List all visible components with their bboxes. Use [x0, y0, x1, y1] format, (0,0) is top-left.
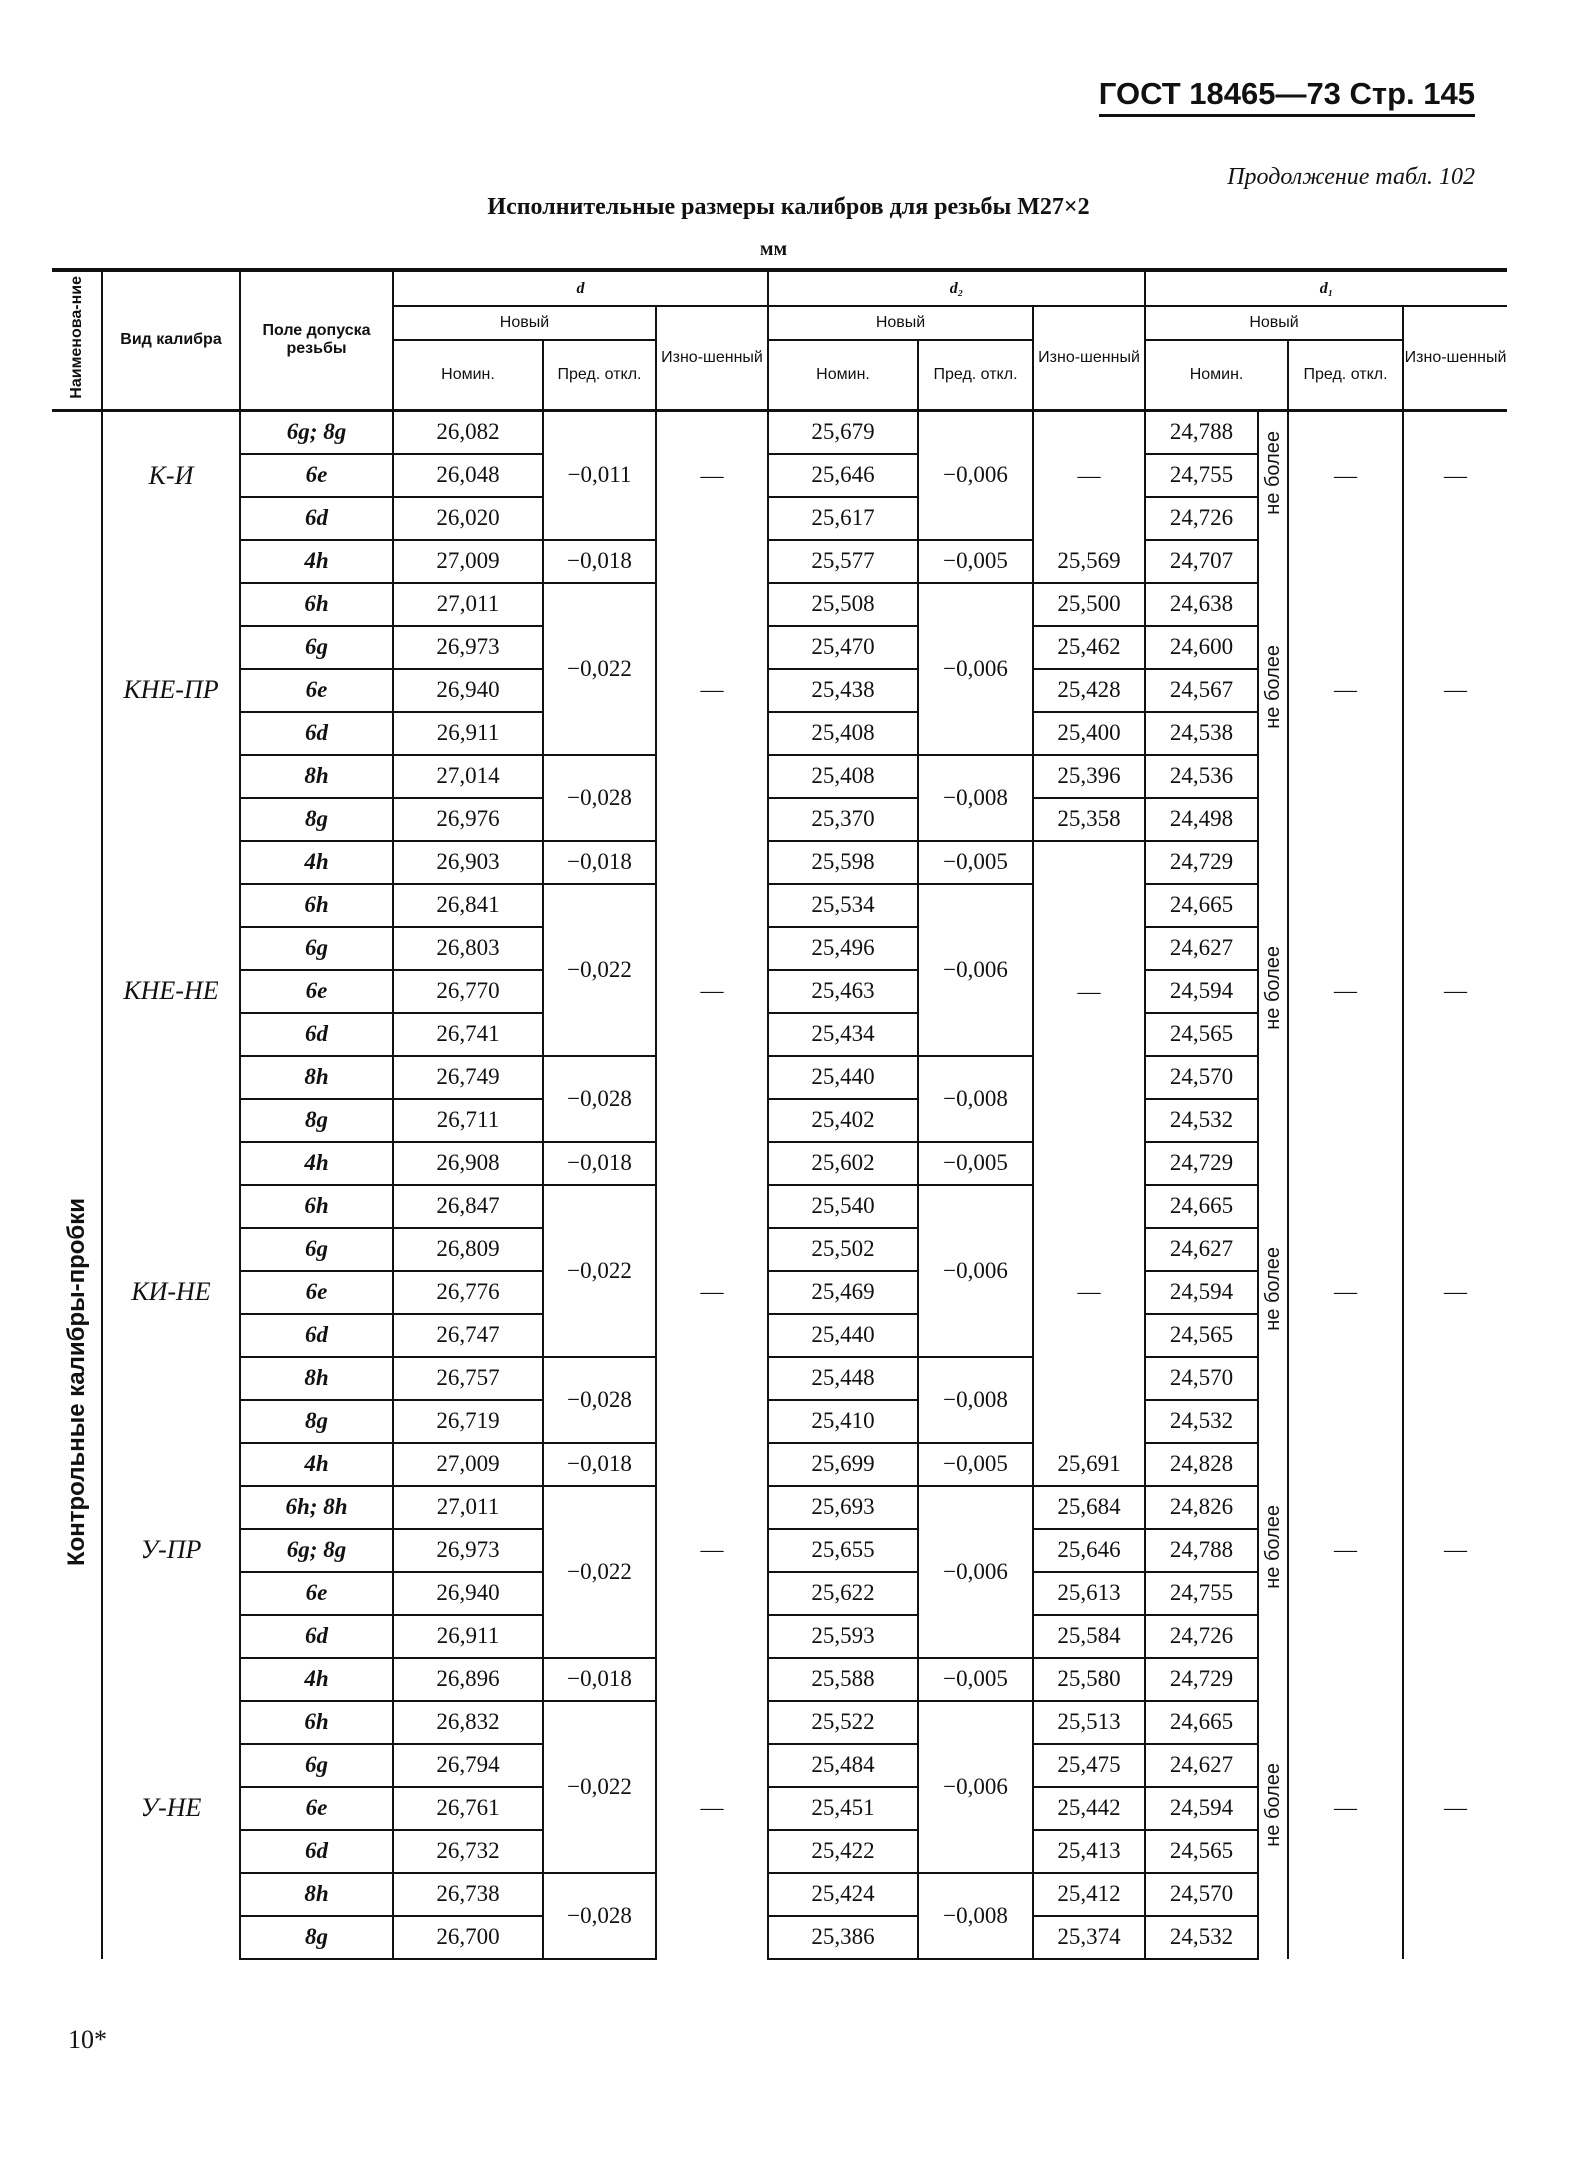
d1-nominal: 24,707	[1145, 540, 1258, 583]
d-nominal: 26,803	[393, 927, 543, 970]
d-worn: —	[656, 540, 768, 841]
d2-deviation: −0,008	[918, 755, 1033, 841]
d1-worn: —	[1444, 1279, 1468, 1304]
d2-nominal: 25,448	[768, 1357, 918, 1400]
d2-worn: 25,580	[1033, 1658, 1145, 1701]
footer-mark: 10*	[68, 2025, 107, 2054]
d-nominal: 26,841	[393, 884, 543, 927]
d-nominal: 26,911	[393, 1615, 543, 1658]
tolerance-field: 6d	[240, 1830, 393, 1873]
tolerance-field: 4h	[240, 1658, 393, 1701]
table-title: Исполнительные размеры калибров для резьбы М27×2	[487, 194, 1090, 220]
d2-nominal: 25,502	[768, 1228, 918, 1271]
d2-worn: 25,358	[1033, 798, 1145, 841]
d1-nominal: 24,755	[1145, 1572, 1258, 1615]
d-worn: —	[656, 1658, 768, 1959]
d-nominal: 26,847	[393, 1185, 543, 1228]
units-label: мм	[759, 238, 788, 260]
d2-nominal: 25,440	[768, 1314, 918, 1357]
tolerance-field: 6d	[240, 1615, 393, 1658]
tolerance-field: 6e	[240, 1572, 393, 1615]
d2-deviation: −0,008	[918, 1357, 1033, 1443]
d2-deviation: −0,006	[918, 884, 1033, 1056]
d-deviation: −0,028	[543, 1056, 656, 1142]
d1-nominal: 24,594	[1145, 970, 1258, 1013]
tolerance-field: 8h	[240, 1873, 393, 1916]
table-row	[52, 1443, 1507, 1486]
d-worn: —	[656, 1443, 768, 1658]
d1-deviation: —	[1288, 1142, 1403, 1443]
tolerance-field: 4h	[240, 540, 393, 583]
d1-nominal: 24,532	[1145, 1916, 1258, 1959]
d-nominal: 26,770	[393, 970, 543, 1013]
d2-nominal: 25,484	[768, 1744, 918, 1787]
header-d-nominal: Номин.	[393, 340, 543, 410]
d2-deviation: −0,005	[918, 1142, 1033, 1185]
d2-nominal: 25,496	[768, 927, 918, 970]
d1-nominal: 24,565	[1145, 1013, 1258, 1056]
d-nominal: 26,082	[393, 410, 543, 454]
d2-worn: —	[1033, 1142, 1145, 1443]
d-deviation: −0,018	[543, 1142, 656, 1185]
header-d: d	[393, 270, 768, 306]
d-nominal: 26,747	[393, 1314, 543, 1357]
d2-nominal: 25,679	[768, 410, 918, 454]
d-nominal: 26,738	[393, 1873, 543, 1916]
d-nominal: 26,711	[393, 1099, 543, 1142]
tolerance-field: 6d	[240, 497, 393, 540]
d1-nominal: 24,532	[1145, 1099, 1258, 1142]
tolerance-field: 6g; 8g	[240, 1529, 393, 1572]
d-nominal: 26,908	[393, 1142, 543, 1185]
d1-nominal: 24,594	[1145, 1787, 1258, 1830]
table-row	[52, 841, 1507, 884]
d2-nominal: 25,408	[768, 755, 918, 798]
d1-nominal: 24,532	[1145, 1400, 1258, 1443]
d1-worn: —	[1444, 462, 1468, 488]
tolerance-field: 6d	[240, 1314, 393, 1357]
header-d1-nominal: Номин.	[1145, 340, 1288, 410]
d2-nominal: 25,588	[768, 1658, 918, 1701]
d2-nominal: 25,522	[768, 1701, 918, 1744]
header-d2-nominal: Номин.	[768, 340, 918, 410]
d2-deviation: −0,008	[918, 1873, 1033, 1959]
page-header: ГОСТ 18465—73 Стр. 145	[1099, 76, 1475, 117]
gauge-dimensions-table	[52, 268, 1507, 1960]
d-deviation: −0,022	[543, 1701, 656, 1873]
not-more-label: не более	[1261, 946, 1284, 1030]
tolerance-field: 6g	[240, 1744, 393, 1787]
d2-nominal: 25,370	[768, 798, 918, 841]
side-label-cell	[52, 410, 102, 1959]
d2-nominal: 25,408	[768, 712, 918, 755]
d2-nominal: 25,540	[768, 1185, 918, 1228]
d-nominal: 26,809	[393, 1228, 543, 1271]
gauge-kind: КИ-НЕ	[102, 1142, 240, 1443]
d-nominal: 26,732	[393, 1830, 543, 1873]
d2-nominal: 25,593	[768, 1615, 918, 1658]
d1-nominal: 24,828	[1145, 1443, 1258, 1486]
d-deviation: −0,028	[543, 1357, 656, 1443]
d1-nominal: 24,665	[1145, 1185, 1258, 1228]
not-more-label-cell	[1258, 841, 1288, 1142]
header-name: Наименова-ние	[67, 276, 85, 400]
gauge-kind: У-НЕ	[102, 1658, 240, 1959]
d1-nominal: 24,826	[1145, 1486, 1258, 1529]
d1-worn: —	[1444, 978, 1468, 1003]
header-d2-worn: Изно-шенный	[1033, 306, 1145, 410]
d-nominal: 26,776	[393, 1271, 543, 1314]
d1-nominal: 24,536	[1145, 755, 1258, 798]
d1-nominal: 24,498	[1145, 798, 1258, 841]
d2-nominal: 25,440	[768, 1056, 918, 1099]
d-nominal: 26,757	[393, 1357, 543, 1400]
d2-worn: 25,513	[1033, 1701, 1145, 1744]
d2-deviation: −0,005	[918, 1658, 1033, 1701]
tolerance-field: 6e	[240, 970, 393, 1013]
d-worn: —	[656, 841, 768, 1142]
header-d-new: Новый	[393, 306, 656, 340]
tolerance-field: 8h	[240, 1357, 393, 1400]
d2-nominal: 25,577	[768, 540, 918, 583]
tolerance-field: 6h	[240, 583, 393, 626]
not-more-label-cell	[1258, 1658, 1288, 1959]
d2-worn: 25,442	[1033, 1787, 1145, 1830]
d1-nominal: 24,600	[1145, 626, 1258, 669]
not-more-label-cell	[1258, 1142, 1288, 1443]
tolerance-field: 6e	[240, 1787, 393, 1830]
table-row	[52, 410, 1507, 454]
d-nominal: 26,896	[393, 1658, 543, 1701]
tolerance-field: 8g	[240, 1916, 393, 1959]
d1-nominal: 24,594	[1145, 1271, 1258, 1314]
d-deviation: −0,011	[543, 410, 656, 540]
tolerance-field: 6e	[240, 1271, 393, 1314]
d-nominal: 26,020	[393, 497, 543, 540]
d-deviation: −0,018	[543, 841, 656, 884]
gauge-kind: КНЕ-ПР	[102, 540, 240, 841]
d-nominal: 26,749	[393, 1056, 543, 1099]
d2-worn: 25,584	[1033, 1615, 1145, 1658]
d2-worn: 25,613	[1033, 1572, 1145, 1615]
d1-nominal: 24,567	[1145, 669, 1258, 712]
d-nominal: 27,009	[393, 540, 543, 583]
continuation-note: Продолжение табл. 102	[1227, 164, 1475, 190]
header-d1: d₁	[1145, 270, 1507, 306]
d2-nominal: 25,410	[768, 1400, 918, 1443]
d2-deviation: −0,006	[918, 1701, 1033, 1873]
gauge-kind: У-ПР	[102, 1443, 240, 1658]
not-more-label-cell	[1258, 1443, 1288, 1658]
d2-deviation: −0,006	[918, 1486, 1033, 1658]
header-d2: d₂	[768, 270, 1145, 306]
tolerance-field: 6h	[240, 884, 393, 927]
d-nominal: 26,911	[393, 712, 543, 755]
table-row	[52, 1658, 1507, 1701]
header-d2-new: Новый	[768, 306, 1033, 340]
d1-nominal: 24,570	[1145, 1357, 1258, 1400]
d1-deviation: —	[1288, 1658, 1403, 1959]
d2-worn: 25,500	[1033, 583, 1145, 626]
not-more-label-cell	[1258, 410, 1288, 540]
not-more-label: не более	[1261, 1763, 1284, 1847]
d2-worn: —	[1033, 841, 1145, 1142]
d2-nominal: 25,508	[768, 583, 918, 626]
tolerance-field: 4h	[240, 1443, 393, 1486]
d-nominal: 26,973	[393, 1529, 543, 1572]
d2-nominal: 25,617	[768, 497, 918, 540]
table-row	[52, 1142, 1507, 1185]
d2-nominal: 25,655	[768, 1529, 918, 1572]
d2-nominal: 25,438	[768, 669, 918, 712]
tolerance-field: 6h	[240, 1701, 393, 1744]
gauge-kind: КНЕ-НЕ	[102, 841, 240, 1142]
d1-nominal: 24,565	[1145, 1830, 1258, 1873]
d2-nominal: 25,534	[768, 884, 918, 927]
not-more-label: не более	[1261, 1505, 1284, 1589]
d2-deviation: −0,006	[918, 583, 1033, 755]
d2-deviation: −0,005	[918, 1443, 1033, 1486]
d2-nominal: 25,463	[768, 970, 918, 1013]
d-nominal: 26,048	[393, 454, 543, 497]
d-nominal: 26,976	[393, 798, 543, 841]
tolerance-field: 6h; 8h	[240, 1486, 393, 1529]
header-d-deviation: Пред. откл.	[543, 340, 656, 410]
d-deviation: −0,028	[543, 1873, 656, 1959]
d-deviation: −0,018	[543, 1443, 656, 1486]
d2-deviation: −0,006	[918, 410, 1033, 540]
d1-nominal: 24,726	[1145, 497, 1258, 540]
gauge-kind: К-И	[102, 410, 240, 540]
d1-nominal: 24,788	[1145, 410, 1258, 454]
header-d2-deviation: Пред. откл.	[918, 340, 1033, 410]
d-worn: —	[656, 410, 768, 540]
d2-nominal: 25,693	[768, 1486, 918, 1529]
d1-nominal: 24,788	[1145, 1529, 1258, 1572]
d2-deviation: −0,005	[918, 540, 1033, 583]
d2-deviation: −0,008	[918, 1056, 1033, 1142]
tolerance-field: 6d	[240, 712, 393, 755]
d2-worn: 25,462	[1033, 626, 1145, 669]
d2-worn: 25,396	[1033, 755, 1145, 798]
d1-nominal: 24,665	[1145, 1701, 1258, 1744]
header-kind: Вид калибра	[102, 270, 240, 410]
d2-nominal: 25,434	[768, 1013, 918, 1056]
d2-worn: 25,569	[1033, 540, 1145, 583]
d2-nominal: 25,424	[768, 1873, 918, 1916]
d2-nominal: 25,451	[768, 1787, 918, 1830]
d-nominal: 27,011	[393, 583, 543, 626]
tolerance-field: 6g	[240, 927, 393, 970]
tolerance-field: 4h	[240, 841, 393, 884]
tolerance-field: 8h	[240, 755, 393, 798]
d2-nominal: 25,598	[768, 841, 918, 884]
tolerance-field: 6e	[240, 669, 393, 712]
header-d1-new: Новый	[1145, 306, 1403, 340]
d-nominal: 26,903	[393, 841, 543, 884]
d2-worn: 25,691	[1033, 1443, 1145, 1486]
d-worn: —	[656, 1142, 768, 1443]
d2-worn: —	[1033, 410, 1145, 540]
d-deviation: −0,018	[543, 1658, 656, 1701]
tolerance-field: 6d	[240, 1013, 393, 1056]
d1-nominal: 24,729	[1145, 1142, 1258, 1185]
tolerance-field: 6g	[240, 1228, 393, 1271]
d-nominal: 26,940	[393, 669, 543, 712]
tolerance-field: 8g	[240, 1400, 393, 1443]
d2-worn: 25,646	[1033, 1529, 1145, 1572]
d1-nominal: 24,755	[1145, 454, 1258, 497]
d-nominal: 26,794	[393, 1744, 543, 1787]
d2-worn: 25,374	[1033, 1916, 1145, 1959]
d-nominal: 26,761	[393, 1787, 543, 1830]
d2-nominal: 25,386	[768, 1916, 918, 1959]
d1-nominal: 24,665	[1145, 884, 1258, 927]
d1-deviation: —	[1288, 841, 1403, 1142]
tolerance-field: 6h	[240, 1185, 393, 1228]
tolerance-field: 6g; 8g	[240, 410, 393, 454]
d-nominal: 27,014	[393, 755, 543, 798]
not-more-label: не более	[1261, 1247, 1284, 1331]
not-more-label: не более	[1261, 645, 1284, 729]
d-deviation: −0,022	[543, 884, 656, 1056]
d-deviation: −0,022	[543, 1486, 656, 1658]
tolerance-field: 6e	[240, 454, 393, 497]
d2-nominal: 25,422	[768, 1830, 918, 1873]
d2-nominal: 25,470	[768, 626, 918, 669]
d2-worn: 25,412	[1033, 1873, 1145, 1916]
d-deviation: −0,022	[543, 583, 656, 755]
d1-nominal: 24,729	[1145, 1658, 1258, 1701]
d-deviation: −0,022	[543, 1185, 656, 1357]
d2-deviation: −0,006	[918, 1185, 1033, 1357]
d1-nominal: 24,638	[1145, 583, 1258, 626]
d2-worn: 25,475	[1033, 1744, 1145, 1787]
d1-deviation: —	[1288, 410, 1403, 540]
d1-nominal: 24,627	[1145, 1744, 1258, 1787]
d1-worn: —	[1444, 1537, 1468, 1562]
d1-nominal: 24,627	[1145, 927, 1258, 970]
d1-worn: —	[1444, 677, 1468, 702]
d2-worn: 25,428	[1033, 669, 1145, 712]
d2-nominal: 25,469	[768, 1271, 918, 1314]
d-nominal: 26,940	[393, 1572, 543, 1615]
d1-nominal: 24,538	[1145, 712, 1258, 755]
d2-deviation: −0,005	[918, 841, 1033, 884]
d2-nominal: 25,646	[768, 454, 918, 497]
tolerance-field: 8g	[240, 1099, 393, 1142]
d2-worn: 25,400	[1033, 712, 1145, 755]
tolerance-field: 8h	[240, 1056, 393, 1099]
d1-deviation: —	[1288, 540, 1403, 841]
d-nominal: 27,011	[393, 1486, 543, 1529]
d-nominal: 26,832	[393, 1701, 543, 1744]
d2-worn: 25,413	[1033, 1830, 1145, 1873]
table-body	[52, 410, 1507, 1959]
d2-nominal: 25,402	[768, 1099, 918, 1142]
table-row	[52, 540, 1507, 583]
d1-nominal: 24,565	[1145, 1314, 1258, 1357]
d2-nominal: 25,602	[768, 1142, 918, 1185]
d1-nominal: 24,729	[1145, 841, 1258, 884]
side-label: Контрольные калибры-пробки	[62, 1197, 90, 1567]
tolerance-field: 8g	[240, 798, 393, 841]
tolerance-field: 6g	[240, 626, 393, 669]
d-deviation: −0,018	[543, 540, 656, 583]
not-more-label: не более	[1261, 430, 1284, 515]
d-nominal: 26,700	[393, 1916, 543, 1959]
d1-worn: —	[1444, 1795, 1468, 1820]
d1-nominal: 24,726	[1145, 1615, 1258, 1658]
d-nominal: 26,973	[393, 626, 543, 669]
header-d-worn: Изно-шенный	[656, 306, 768, 410]
d2-worn: 25,684	[1033, 1486, 1145, 1529]
d1-deviation: —	[1288, 1443, 1403, 1658]
header-d1-deviation: Пред. откл.	[1288, 340, 1403, 410]
not-more-label-cell	[1258, 540, 1288, 841]
d-deviation: −0,028	[543, 755, 656, 841]
d-nominal: 26,719	[393, 1400, 543, 1443]
d-nominal: 26,741	[393, 1013, 543, 1056]
d-nominal: 27,009	[393, 1443, 543, 1486]
d2-nominal: 25,622	[768, 1572, 918, 1615]
d1-nominal: 24,570	[1145, 1873, 1258, 1916]
header-tolerance: Поле допуска резьбы	[240, 270, 393, 410]
d1-nominal: 24,627	[1145, 1228, 1258, 1271]
d1-nominal: 24,570	[1145, 1056, 1258, 1099]
d2-nominal: 25,699	[768, 1443, 918, 1486]
tolerance-field: 4h	[240, 1142, 393, 1185]
header-d1-worn: Изно-шенный	[1403, 306, 1507, 410]
